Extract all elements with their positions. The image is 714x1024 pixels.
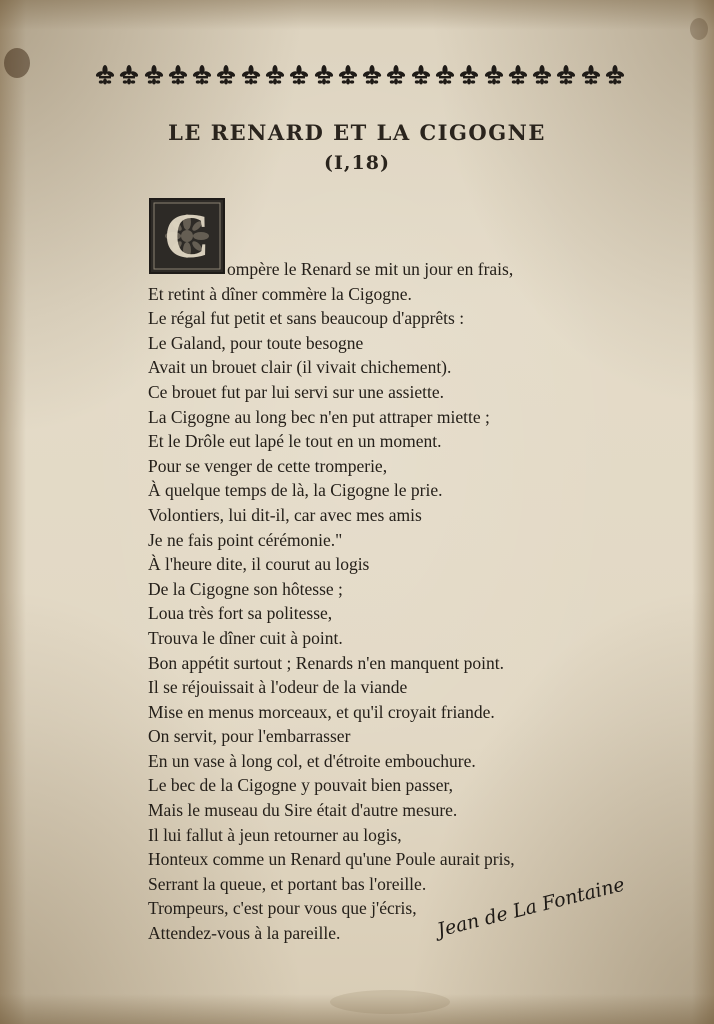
poem-line: Ce brouet fut par lui servi sur une assiette. [148, 381, 444, 402]
poem-line: ompère le Renard se mit un jour en frais, [227, 259, 514, 279]
fleur-de-lis-icon [118, 64, 140, 86]
poem-line: Attendez-vous à la pareille. [148, 923, 341, 944]
fleur-de-lis-icon [410, 64, 432, 86]
poem-line: Bon appétit surtout ; Renards n'en manquent point. [148, 652, 505, 673]
poem-line: Mise en menus morceaux, et qu'il croyait friande. [148, 701, 495, 722]
fleur-de-lis-icon [555, 64, 577, 86]
fleur-de-lis-icon [191, 64, 213, 86]
poem-line: Loua très fort sa politesse, [148, 603, 333, 624]
poem-line: Et retint à dîner commère la Cigogne. [148, 283, 412, 304]
fleur-de-lis-icon [385, 64, 407, 86]
drop-cap-letter: C [163, 200, 211, 271]
fleur-de-lis-icon [434, 64, 456, 86]
poem-line: De la Cigogne son hôtesse ; [148, 578, 343, 599]
fleur-de-lis-icon [337, 64, 359, 86]
poem-line: La Cigogne au long bec n'en put attraper miette ; [148, 406, 490, 427]
fleur-de-lis-icon [313, 64, 335, 86]
fleur-de-lis-icon [604, 64, 626, 86]
poem-title: LE RENARD ET LA CIGOGNE [168, 120, 546, 145]
fleur-de-lis-icon [288, 64, 310, 86]
paper-stain [4, 48, 30, 78]
fleur-de-lis-icon [240, 64, 262, 86]
poem-line: On servit, pour l'embarrasser [148, 726, 351, 747]
poem-line: Volontiers, lui dit-il, car avec mes amis [148, 504, 422, 525]
poem-line: Le Galand, pour toute besogne [148, 332, 364, 353]
poem-line: Serrant la queue, et portant bas l'oreille. [148, 873, 427, 894]
poem-line: Le régal fut petit et sans beaucoup d'apprêts : [148, 308, 465, 329]
fleur-de-lis-icon [531, 64, 553, 86]
author-signature: Jean de La Fontaine [435, 873, 627, 942]
poem-line: Le bec de la Cigogne y pouvait bien passer, [148, 775, 453, 796]
fleur-de-lis-icon [458, 64, 480, 86]
poem-reference: (I,18) [324, 152, 390, 174]
poem-line: Il se réjouissait à l'odeur de la viande [148, 677, 408, 698]
fleur-de-lis-icon [264, 64, 286, 86]
poem-line: Pour se venger de cette tromperie, [148, 455, 388, 476]
poem-line: Il lui fallut à jeun retourner au logis, [148, 824, 402, 845]
poem-line: Je ne fais point cérémonie." [148, 529, 343, 550]
fleur-de-lis-icon [361, 64, 383, 86]
fleur-de-lis-icon [143, 64, 165, 86]
paper-stain [330, 990, 450, 1014]
poem-line: Trouva le dîner cuit à point. [148, 627, 343, 648]
fleur-de-lis-icon [167, 64, 189, 86]
fleur-de-lis-icon [215, 64, 237, 86]
fleur-de-lis-icon [507, 64, 529, 86]
poem-line: Et le Drôle eut lapé le tout en un moment. [148, 431, 442, 452]
poem-text [148, 257, 628, 946]
paper-stain [690, 18, 708, 40]
poem-line: Mais le museau du Sire était d'autre mesure. [148, 800, 458, 821]
poem-line: En un vase à long col, et d'étroite embouchure. [148, 750, 476, 771]
poem-line: Honteux comme un Renard qu'une Poule aurait pris, [148, 849, 515, 870]
fleur-de-lis-icon [483, 64, 505, 86]
aged-edge-top [0, 0, 714, 30]
poem-line: Trompeurs, c'est pour vous que j'écris, [148, 898, 417, 919]
fleur-de-lis-icon [94, 64, 116, 86]
poem-line: Avait un brouet clair (il vivait chichement). [148, 357, 452, 378]
poem-line: À quelque temps de là, la Cigogne le prie. [148, 480, 443, 501]
poem-line: À l'heure dite, il courut au logis [148, 554, 370, 575]
fleur-de-lis-icon [580, 64, 602, 86]
fleur-de-lis-border [94, 62, 626, 88]
